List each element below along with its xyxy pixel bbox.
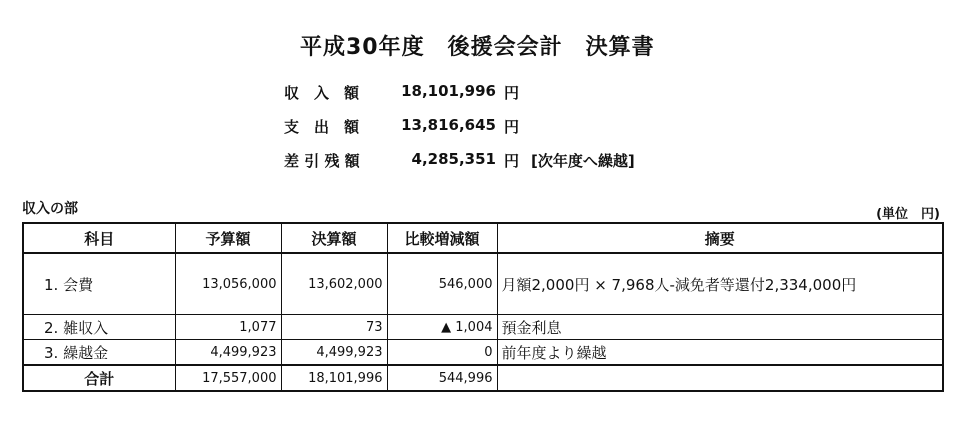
- summary-amount: 13,816,645: [401, 116, 496, 134]
- header-description: 摘要: [497, 223, 943, 253]
- row-budget: 4,499,923: [175, 340, 281, 366]
- document-title: 平成30年度 後援会会計 決算書: [300, 35, 655, 60]
- total-difference: 544,996: [387, 365, 497, 391]
- row-budget: 13,056,000: [175, 253, 281, 315]
- summary-carryover-note: [次年度へ繰越]: [531, 152, 635, 170]
- row-description: 月額2,000円 × 7,968人-減免者等還付2,334,000円: [497, 253, 943, 315]
- row-subject: 2. 雑収入: [23, 315, 175, 340]
- row-difference: 0: [387, 340, 497, 366]
- table-row: [23, 340, 943, 366]
- row-actual: 73: [281, 315, 387, 340]
- header-subject: 科目: [23, 223, 175, 253]
- row-actual: 4,499,923: [281, 340, 387, 366]
- total-budget: 17,557,000: [175, 365, 281, 391]
- summary-amount: 18,101,996: [401, 82, 496, 100]
- table-row: [23, 253, 943, 315]
- header-difference: 比較増減額: [387, 223, 497, 253]
- row-description: 前年度より繰越: [497, 340, 943, 366]
- row-actual: 13,602,000: [281, 253, 387, 315]
- summary-label: 差 引 残 額: [284, 152, 360, 170]
- table-header-row: [23, 223, 943, 253]
- row-difference: 546,000: [387, 253, 497, 315]
- header-actual: 決算額: [281, 223, 387, 253]
- row-subject: 1. 会費: [23, 253, 175, 315]
- total-actual: 18,101,996: [281, 365, 387, 391]
- row-budget: 1,077: [175, 315, 281, 340]
- header-budget: 予算額: [175, 223, 281, 253]
- summary-amount: 4,285,351: [411, 150, 496, 168]
- income-table: [22, 222, 944, 392]
- row-difference: ▲ 1,004: [387, 315, 497, 340]
- table-total-row: [23, 365, 943, 391]
- summary-yen: 円: [504, 84, 520, 102]
- total-description: [497, 365, 943, 391]
- section-label-income: 収入の部: [22, 201, 78, 217]
- summary-yen: 円: [504, 152, 520, 170]
- row-subject: 3. 繰越金: [23, 340, 175, 366]
- total-label: 合計: [23, 365, 175, 391]
- table-row: [23, 315, 943, 340]
- row-description: 預金利息: [497, 315, 943, 340]
- summary-yen: 円: [504, 118, 520, 136]
- summary-label: 収 入 額: [284, 84, 360, 102]
- unit-label: (単位 円): [876, 207, 940, 222]
- summary-label: 支 出 額: [284, 118, 360, 136]
